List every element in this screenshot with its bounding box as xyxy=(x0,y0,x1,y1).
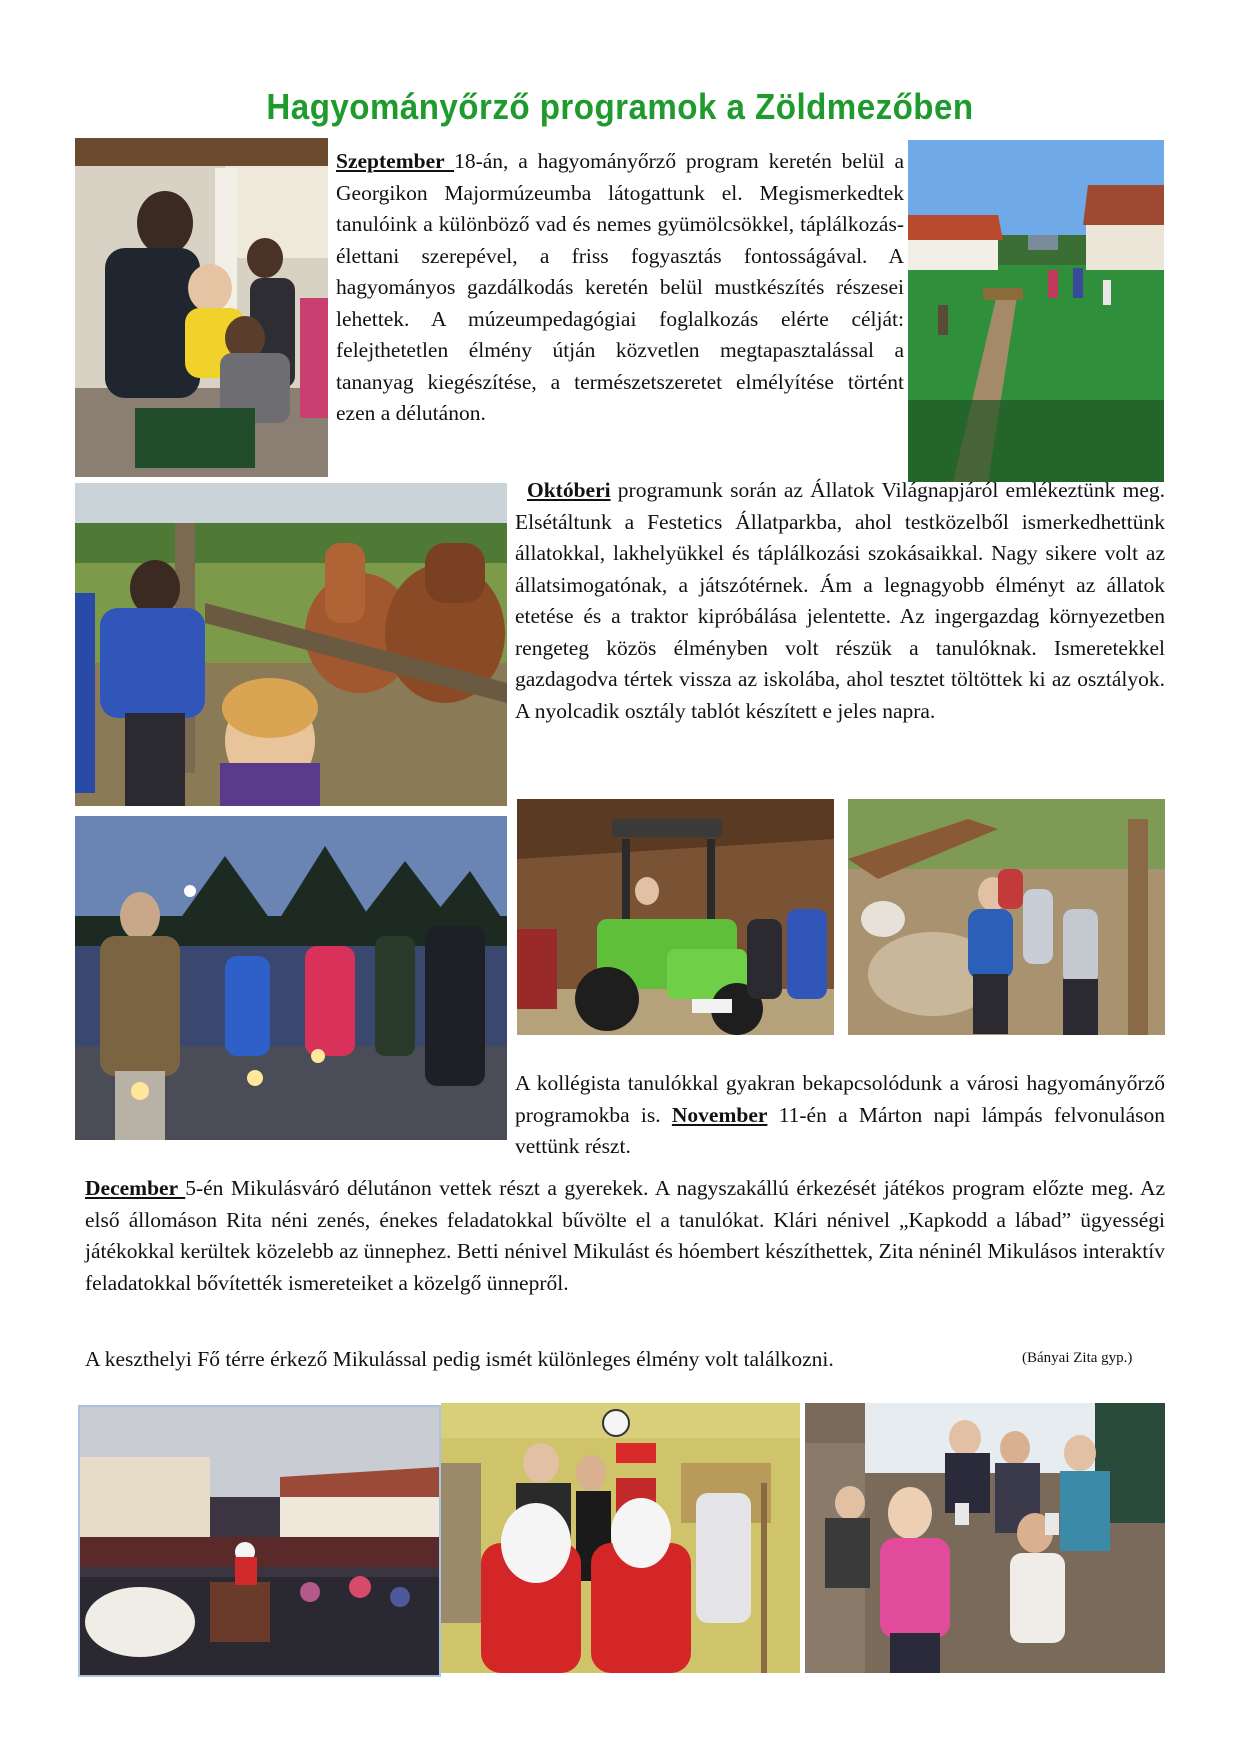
november-pre: A kollégista tanulókkal gyakran bekapcsolódunk a városi hagyományőrző programokba is. xyxy=(515,1071,1165,1127)
september-body: 18-án, a hagyományőrző program keretén belül a Georgikon Majormúzeumba látogattunk el. Megismerkedtek tanulóink a különböző vad és nemes gyümölcsökkel, táplálkozás-élettani szerepével, a friss fogyasztás fontosságával. A hagyományos gazdálkodás keretén belül mustkészítés részesei lehettek. A múzeumpedagógiai foglalkozás elérte célját: felejthetetlen élmény útján közvetlen megtapasztalással a tananyag kiegészítése, a természetszeretet elmélyítése történt ezen a délutánon. xyxy=(336,149,904,425)
photo-museum-fruit xyxy=(75,138,328,477)
author-signature: (Bányai Zita gyp.) xyxy=(1022,1350,1133,1366)
photo-museum-courtyard xyxy=(908,140,1164,482)
month-november: November xyxy=(671,1102,768,1127)
photo-tractor xyxy=(517,799,834,1035)
october-body: programunk során az Állatok Világnapjáról emlékeztünk meg. Elsétáltunk a Festetics Állatparkba, ahol testközelből ismerkedhettünk állatokkal, lakhelyükkel és táplálkozási szokásaikkal. Nagy sikere volt az állatsimogatónak, a játszótérnek. Ám a legnagyobb élményt az állatok etetése és a traktor kipróbálása jelentette. Az ingergazdag környezetben rengeteg közös élményben volt részük a tanulóknak. Ismeretekkel gazdagodva tértek vissza az iskolába, ahol tesztet töltöttek ki az osztályok. A nyolcadik osztály tablót készített e jeles napra. xyxy=(515,478,1165,723)
photo-horses-fence xyxy=(75,483,507,806)
month-october: Októberi xyxy=(527,478,611,502)
paragraph-december xyxy=(85,1173,1165,1299)
closing-body: A keszthelyi Fő térre érkező Mikulással pedig ismét különleges élmény volt találkozni. xyxy=(85,1347,834,1371)
paragraph-closing xyxy=(85,1344,985,1376)
paragraph-october xyxy=(515,475,1165,727)
november-body: 11-én a Márton napi lámpás felvonuláson vettünk részt. xyxy=(515,1102,1166,1158)
photo-lantern-walk xyxy=(75,816,507,1140)
photo-classroom-santa xyxy=(441,1403,800,1673)
photo-main-square-santa xyxy=(78,1405,441,1677)
photo-classroom-children xyxy=(805,1403,1165,1673)
december-body: 5-én Mikulásváró délutánon vettek részt a gyerekek. A nagyszakállú érkezését játékos program előzte meg. Az első állomáson Rita néni zenés, énekes feladatokkal bűvölte el a tanulókat. Klári nénivel „Kapkodd a lábad” ügyességi játékokkal kerültek közelebb az ünnephez. Betti nénivel Mikulást és hóembert készíthettek, Zita néninél Mikulásos interaktív feladatokkal bővítették ismereteiket a közelgő ünnepről. xyxy=(85,1176,1166,1295)
photo-sheep-petting xyxy=(848,799,1165,1035)
paragraph-november xyxy=(515,1068,1165,1163)
page-title: Hagyományőrző programok a Zöldmezőben xyxy=(266,86,974,127)
month-september: Szeptember xyxy=(336,149,455,173)
paragraph-september xyxy=(336,146,904,430)
month-december: December xyxy=(85,1176,186,1200)
